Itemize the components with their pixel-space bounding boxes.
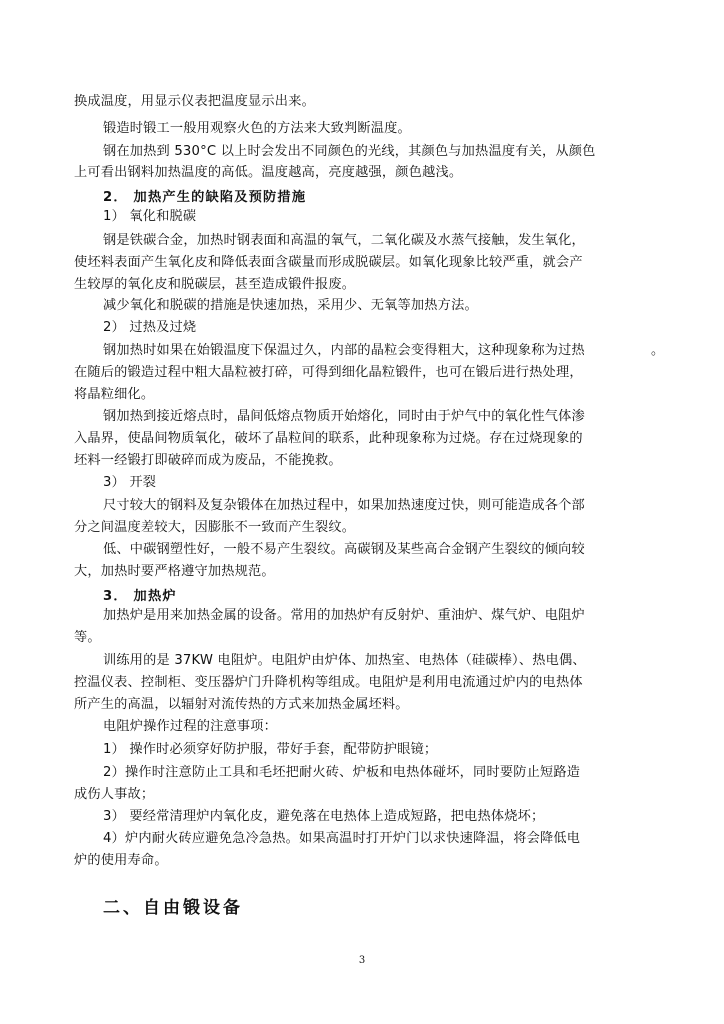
text-line: 所产生的高温，以辐射对流传热的方式来加热金属坯料。: [74, 697, 409, 712]
text-line: 分之间温度差较大，因膨胀不一致而产生裂纹。: [74, 520, 356, 535]
text-line: 控温仪表、控制柜、变压器炉门升降机构等组成。电阻炉是利用电流通过炉内的电热体: [74, 675, 583, 690]
text-line: 将晶粒细化。: [74, 387, 155, 402]
subsection-label: 3） 开裂: [103, 475, 157, 490]
stray-mark: 。: [651, 343, 665, 358]
text-line: 生较厚的氧化皮和脱碳层，甚至造成锻件报废。: [74, 277, 356, 292]
text-line: 换成温度，用显示仪表把温度显示出来。: [74, 94, 315, 109]
text-line: 等。: [74, 630, 101, 645]
text-line: 尺寸较大的钢料及复杂锻体在加热过程中，如果加热速度过快，则可能造成各个部: [103, 498, 585, 513]
subsection-label: 2） 过热及过烧: [103, 320, 197, 335]
text-line: 成伤人事故；: [74, 787, 155, 802]
text-line: 加热炉是用来加热金属的设备。常用的加热炉有反射炉、重油炉、煤气炉、电阻炉: [103, 608, 585, 623]
text-line: 坯料一经锻打即破碎而成为废品，不能挽救。: [74, 453, 342, 468]
text-line: 低、中碳钢塑性好，一般不易产生裂纹。高碳钢及某些高合金钢产生裂纹的倾向较: [103, 542, 585, 557]
text-line: 电阻炉操作过程的注意事项：: [103, 719, 278, 734]
subheading: 2． 加热产生的缺陷及预防措施: [103, 190, 307, 205]
text-line: 训练用的是 37KW 电阻炉。电阻炉由炉体、加热室、电热体（硅碳棒）、热电偶、: [103, 653, 586, 668]
text-line: 锻造时锻工一般用观察火色的方法来大致判断温度。: [103, 121, 411, 136]
list-item: 2）操作时注意防止工具和毛坯把耐火砖、炉板和电热体碰坏，同时要防止短路造: [103, 765, 581, 780]
text-line: 炉的使用寿命。: [74, 853, 168, 868]
text-line: 在随后的锻造过程中粗大晶粒被打碎，可得到细化晶粒锻件，也可在锻后进行热处理，: [74, 365, 583, 380]
text-line: 钢是铁碳合金，加热时钢表面和高温的氧气，二氧化碳及水蒸气接触，发生氧化，: [103, 233, 585, 248]
text-line: 入晶界，使晶间物质氧化，破坏了晶粒间的联系，此种现象称为过烧。存在过烧现象的: [74, 431, 583, 446]
text-line: 钢加热到接近熔点时，晶间低熔点物质开始熔化，同时由于炉气中的氧化性气体渗: [103, 409, 585, 424]
subheading: 3． 加热炉: [103, 589, 177, 604]
subsection-label: 1） 氧化和脱碳: [103, 209, 197, 224]
text-line: 使坯料表面产生氧化皮和降低表面含碳量而形成脱碳层。如氧化现象比较严重，就会产: [74, 255, 583, 270]
page-number: 3: [358, 955, 366, 966]
text-line: 大，加热时要严格遵守加热规范。: [74, 564, 275, 579]
list-item: 4）炉内耐火砖应避免急冷急热。如果高温时打开炉门以求快速降温，将会降低电: [103, 831, 581, 846]
text-line: 钢在加热到 530°C 以上时会发出不同颜色的光线，其颜色与加热温度有关，从颜色: [103, 144, 596, 159]
list-item: 1） 操作时必须穿好防护服，带好手套，配带防护眼镜；: [103, 742, 438, 757]
text-line: 钢加热时如果在始锻温度下保温过久，内部的晶粒会变得粗大，这种现象称为过热: [103, 343, 585, 358]
text-line: 上可看出钢料加热温度的高低。温度越高，亮度越强，颜色越浅。: [74, 165, 463, 180]
text-line: 减少氧化和脱碳的措施是快速加热，采用少、无氧等加热方法。: [103, 298, 478, 313]
list-item: 3） 要经常清理炉内氧化皮，避免落在电热体上造成短路，把电热体烧坏；: [103, 809, 545, 824]
section-title: 二、自由锻设备: [103, 898, 243, 918]
